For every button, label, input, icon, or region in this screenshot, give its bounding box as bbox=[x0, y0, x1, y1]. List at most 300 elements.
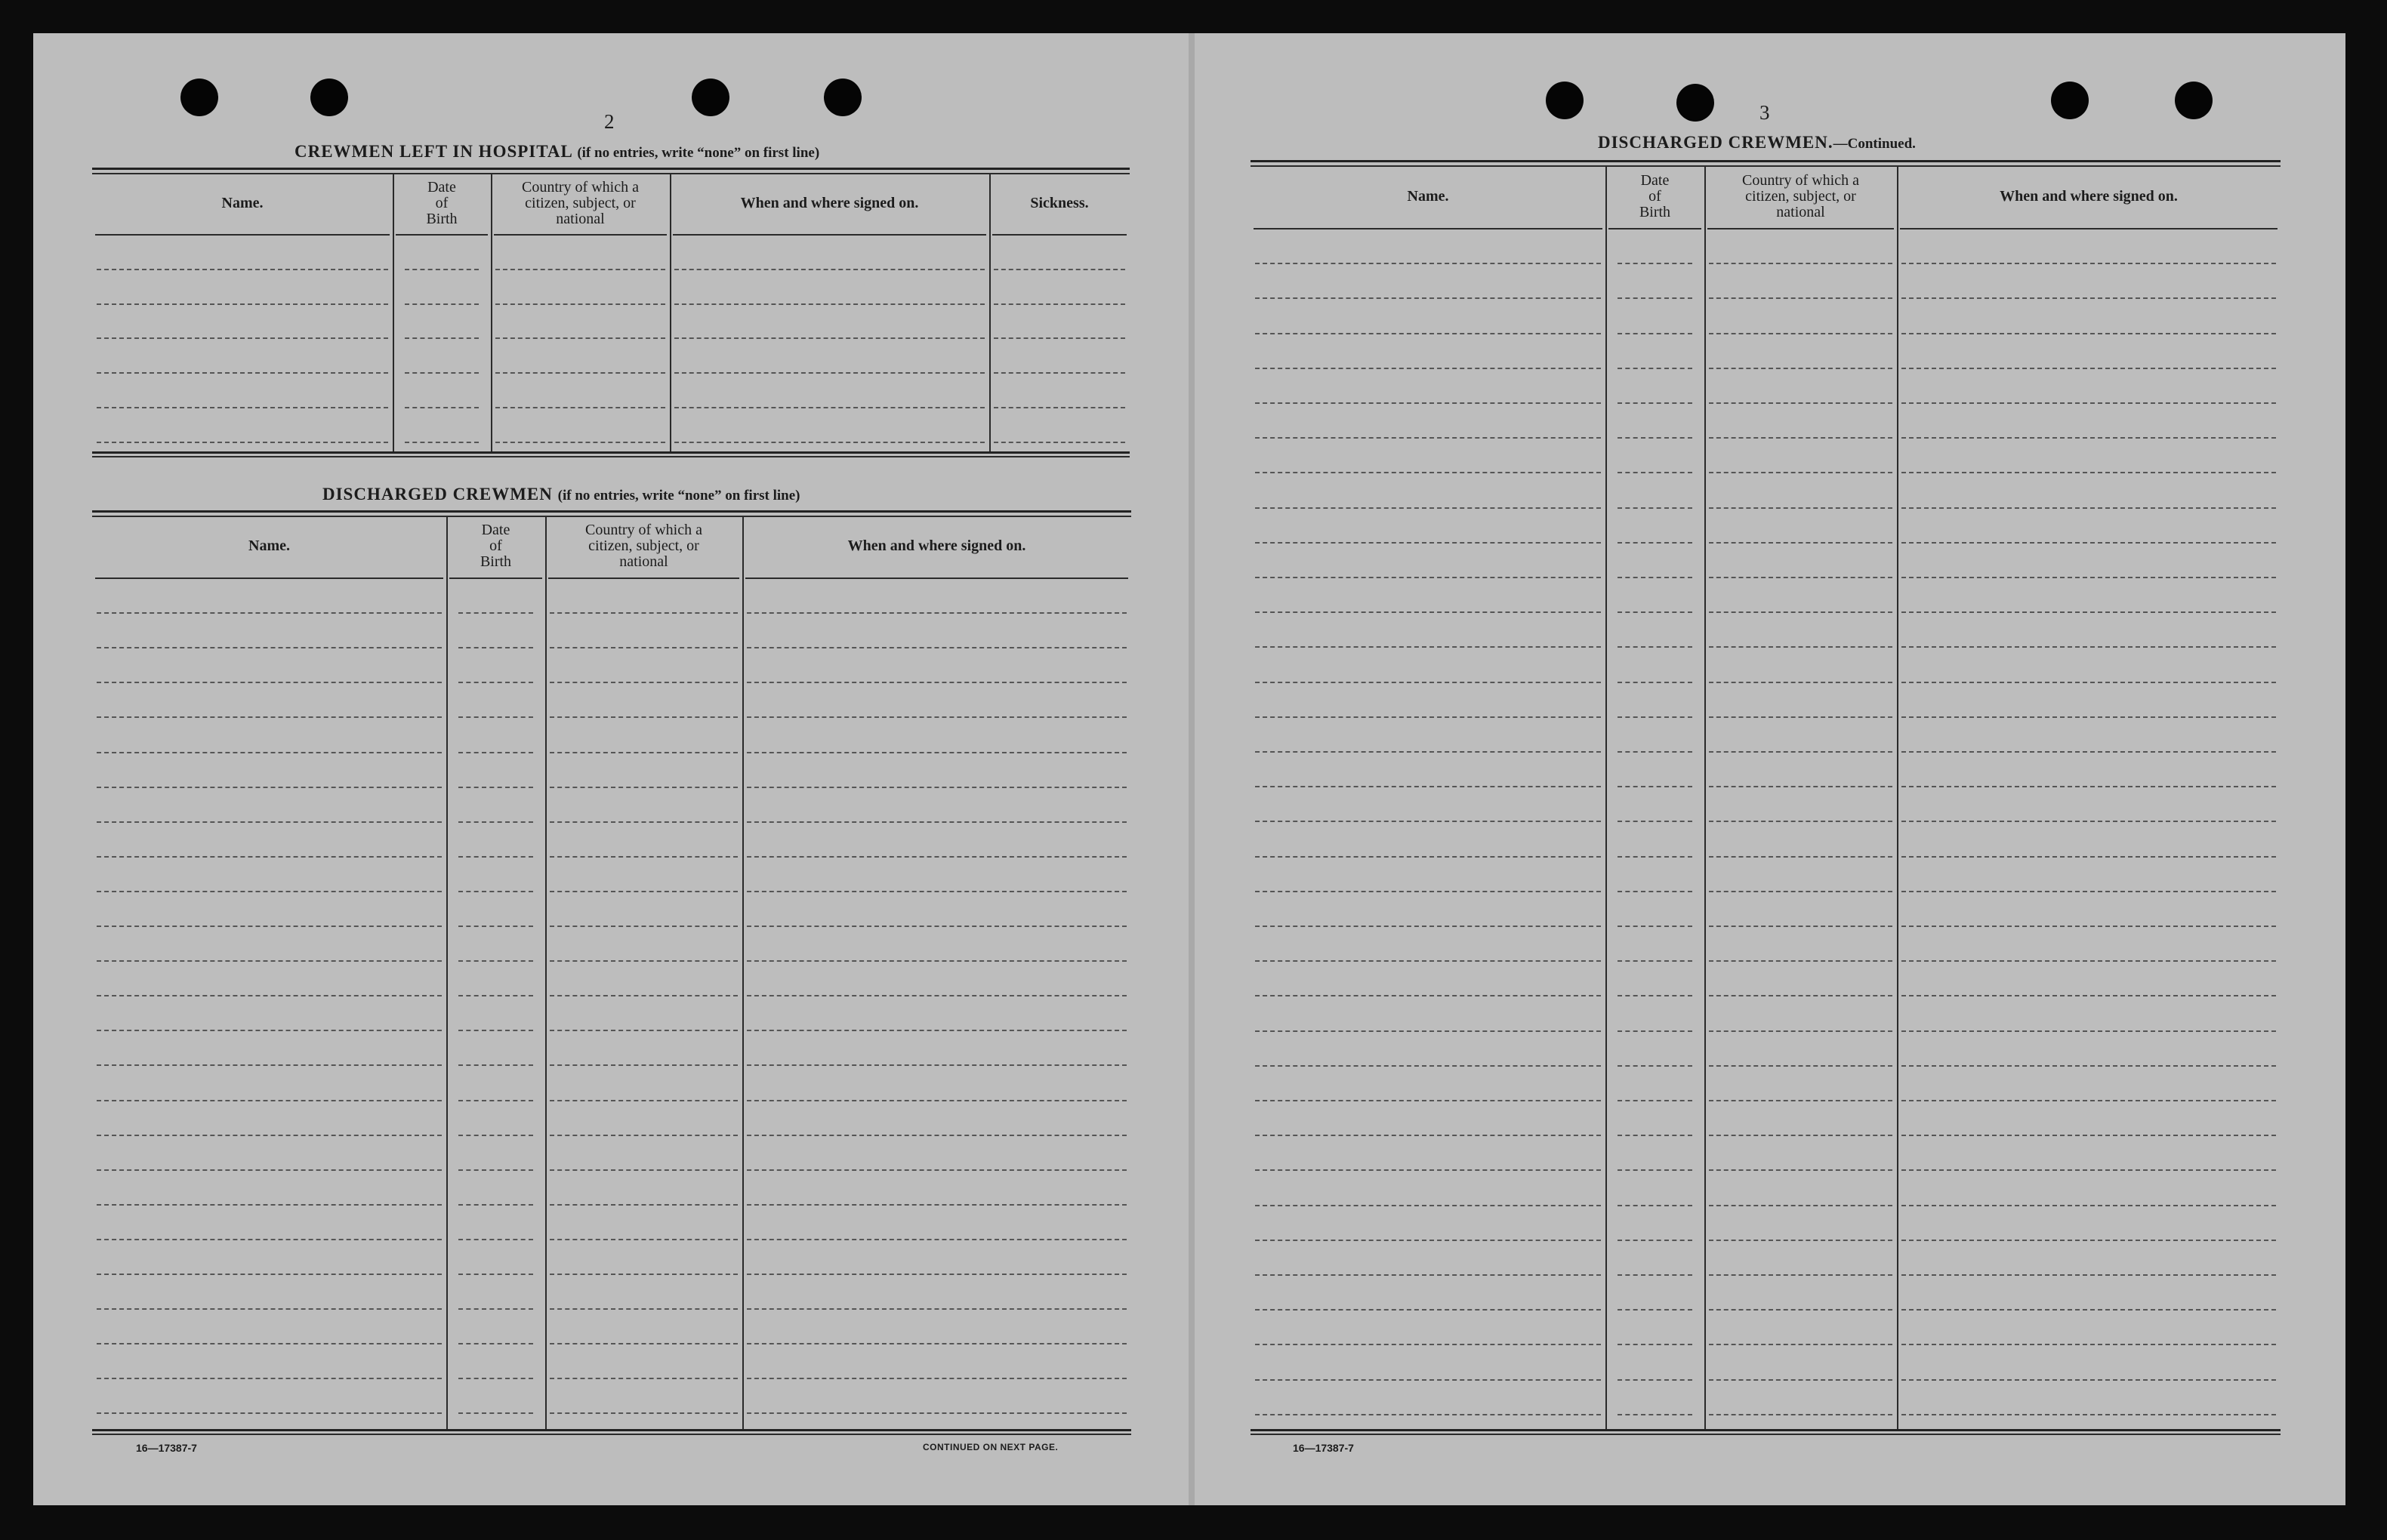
tbl2-entry-line bbox=[458, 1169, 533, 1171]
tbl2-entry-line bbox=[550, 612, 738, 614]
form-number: 16—17387-7 bbox=[1293, 1442, 1354, 1454]
tbl2-entry-line bbox=[458, 960, 533, 962]
tbl3-entry-line bbox=[1901, 1414, 2276, 1415]
tbl3-entry-line bbox=[1901, 1344, 2276, 1345]
tbl1-entry-line bbox=[495, 407, 665, 408]
tbl3-entry-line bbox=[1709, 297, 1892, 299]
tbl2-entry-line bbox=[458, 995, 533, 996]
tbl3-entry-line bbox=[1255, 402, 1601, 404]
tbl2-entry-line bbox=[97, 1135, 442, 1136]
tbl2-entry-line bbox=[97, 682, 442, 683]
tbl2-entry-line bbox=[458, 1412, 533, 1414]
tbl2-entry-line bbox=[747, 716, 1127, 718]
tbl3-entry-line bbox=[1618, 1414, 1692, 1415]
tbl1-entry-line bbox=[405, 407, 479, 408]
tbl3-entry-line bbox=[1618, 1169, 1692, 1171]
tbl2-top-rule bbox=[92, 510, 1131, 513]
tbl2-entry-line bbox=[97, 787, 442, 788]
tbl3-entry-line bbox=[1618, 263, 1692, 264]
continued-note: CONTINUED ON NEXT PAGE. bbox=[923, 1442, 1059, 1452]
tbl2-entry-line bbox=[550, 926, 738, 927]
tbl2-entry-line bbox=[747, 647, 1127, 648]
tbl3-entry-line bbox=[1255, 1379, 1601, 1381]
discharged-col-signed-on: When and where signed on. bbox=[847, 537, 1026, 554]
tbl3-entry-line bbox=[1901, 856, 2276, 858]
tbl1-col-divider bbox=[491, 173, 492, 451]
tbl1-entry-line bbox=[97, 372, 388, 374]
tbl3-entry-line bbox=[1709, 995, 1892, 996]
left-page bbox=[33, 33, 1190, 1505]
tbl1-entry-line bbox=[495, 269, 665, 270]
tbl1-entry-line bbox=[994, 269, 1125, 270]
hospital-col-date-of-birth: Date of Birth bbox=[426, 178, 458, 227]
tbl2-entry-line bbox=[97, 960, 442, 962]
tbl2-entry-line bbox=[747, 752, 1127, 753]
tbl3-entry-line bbox=[1255, 577, 1601, 578]
tbl2-header-underline bbox=[745, 578, 1128, 579]
tbl3-entry-line bbox=[1709, 1414, 1892, 1415]
tbl2-entry-line bbox=[97, 1308, 442, 1310]
tbl2-entry-line bbox=[550, 1204, 738, 1206]
tbl1-entry-line bbox=[495, 337, 665, 339]
tbl3-entry-line bbox=[1255, 1344, 1601, 1345]
tbl1-header-underline bbox=[396, 234, 488, 236]
punch-hole-icon bbox=[2175, 82, 2213, 119]
tbl2-entry-line bbox=[550, 682, 738, 683]
tbl3-entry-line bbox=[1709, 507, 1892, 509]
tbl2-entry-line bbox=[458, 926, 533, 927]
tbl3-entry-line bbox=[1709, 1379, 1892, 1381]
discharged-continued-suffix: —Continued. bbox=[1833, 136, 1916, 152]
tbl2-entry-line bbox=[747, 960, 1127, 962]
tbl3-entry-line bbox=[1618, 333, 1692, 334]
tbl3-entry-line bbox=[1901, 682, 2276, 683]
tbl2-entry-line bbox=[747, 856, 1127, 858]
tbl3-entry-line bbox=[1255, 926, 1601, 927]
tbl3-entry-line bbox=[1618, 1344, 1692, 1345]
tbl2-entry-line bbox=[97, 1343, 442, 1344]
continued-col-country: Country of which a citizen, subject, or national bbox=[1742, 171, 1859, 220]
tbl1-header-underline bbox=[992, 234, 1127, 236]
tbl3-entry-line bbox=[1255, 1414, 1601, 1415]
tbl3-entry-line bbox=[1618, 402, 1692, 404]
tbl3-entry-line bbox=[1901, 368, 2276, 369]
tbl2-bottom-rule-2 bbox=[92, 1434, 1131, 1435]
tbl2-entry-line bbox=[97, 1030, 442, 1031]
tbl3-entry-line bbox=[1618, 472, 1692, 473]
tbl2-entry-line bbox=[458, 1030, 533, 1031]
tbl3-entry-line bbox=[1709, 1240, 1892, 1241]
tbl2-entry-line bbox=[747, 1274, 1127, 1275]
tbl3-entry-line bbox=[1709, 1274, 1892, 1276]
punch-hole-icon bbox=[2051, 82, 2089, 119]
discharged-title-note: (if no entries, write “none” on first line) bbox=[557, 488, 800, 504]
tbl1-entry-line bbox=[994, 303, 1125, 305]
tbl3-entry-line bbox=[1255, 472, 1601, 473]
tbl2-header-underline bbox=[449, 578, 542, 579]
tbl3-entry-line bbox=[1709, 1065, 1892, 1067]
tbl2-entry-line bbox=[747, 1378, 1127, 1379]
tbl3-entry-line bbox=[1901, 960, 2276, 962]
tbl3-entry-line bbox=[1709, 751, 1892, 753]
tbl3-entry-line bbox=[1901, 297, 2276, 299]
tbl3-entry-line bbox=[1901, 891, 2276, 892]
tbl3-entry-line bbox=[1709, 960, 1892, 962]
tbl3-entry-line bbox=[1618, 786, 1692, 787]
tbl3-entry-line bbox=[1709, 682, 1892, 683]
tbl2-entry-line bbox=[97, 612, 442, 614]
tbl2-entry-line bbox=[458, 716, 533, 718]
tbl3-entry-line bbox=[1901, 472, 2276, 473]
tbl1-entry-line bbox=[674, 337, 985, 339]
tbl3-header-underline bbox=[1707, 228, 1894, 229]
tbl3-entry-line bbox=[1618, 995, 1692, 996]
tbl2-entry-line bbox=[97, 716, 442, 718]
tbl3-entry-line bbox=[1901, 926, 2276, 927]
tbl1-top-rule bbox=[92, 168, 1130, 170]
tbl2-entry-line bbox=[550, 647, 738, 648]
tbl2-entry-line bbox=[550, 821, 738, 823]
tbl3-entry-line bbox=[1255, 542, 1601, 544]
continued-col-name: Name. bbox=[1407, 187, 1449, 205]
tbl3-entry-line bbox=[1255, 751, 1601, 753]
tbl3-entry-line bbox=[1709, 611, 1892, 613]
tbl3-entry-line bbox=[1901, 402, 2276, 404]
hospital-col-name: Name. bbox=[221, 194, 264, 211]
tbl1-entry-line bbox=[97, 442, 388, 443]
punch-hole-icon bbox=[824, 79, 862, 116]
tbl3-entry-line bbox=[1901, 716, 2276, 718]
tbl2-header-underline bbox=[95, 578, 443, 579]
hospital-section-title bbox=[295, 142, 819, 162]
tbl2-entry-line bbox=[550, 1343, 738, 1344]
tbl3-entry-line bbox=[1901, 1309, 2276, 1311]
tbl3-top-rule-2 bbox=[1251, 165, 2281, 167]
tbl2-entry-line bbox=[458, 1204, 533, 1206]
tbl3-entry-line bbox=[1709, 1205, 1892, 1206]
tbl3-entry-line bbox=[1901, 507, 2276, 509]
tbl2-entry-line bbox=[97, 1100, 442, 1101]
tbl3-entry-line bbox=[1255, 1100, 1601, 1101]
tbl2-entry-line bbox=[550, 1239, 738, 1240]
tbl2-entry-line bbox=[550, 960, 738, 962]
tbl2-entry-line bbox=[747, 891, 1127, 892]
tbl3-entry-line bbox=[1255, 646, 1601, 648]
tbl3-entry-line bbox=[1901, 1240, 2276, 1241]
tbl3-entry-line bbox=[1255, 1205, 1601, 1206]
tbl2-entry-line bbox=[550, 716, 738, 718]
tbl1-entry-line bbox=[405, 442, 479, 443]
tbl3-entry-line bbox=[1901, 786, 2276, 787]
tbl1-entry-line bbox=[495, 442, 665, 443]
tbl3-entry-line bbox=[1709, 1100, 1892, 1101]
tbl2-entry-line bbox=[747, 1100, 1127, 1101]
tbl1-header-underline bbox=[673, 234, 986, 236]
tbl3-entry-line bbox=[1709, 437, 1892, 439]
punch-hole-icon bbox=[1546, 82, 1584, 119]
tbl2-entry-line bbox=[97, 1064, 442, 1066]
tbl1-entry-line bbox=[674, 303, 985, 305]
tbl2-entry-line bbox=[550, 752, 738, 753]
tbl1-entry-line bbox=[97, 407, 388, 408]
tbl3-entry-line bbox=[1618, 682, 1692, 683]
tbl3-entry-line bbox=[1618, 577, 1692, 578]
tbl3-entry-line bbox=[1901, 1030, 2276, 1032]
tbl2-entry-line bbox=[550, 1030, 738, 1031]
tbl2-entry-line bbox=[97, 926, 442, 927]
tbl2-entry-line bbox=[97, 891, 442, 892]
tbl3-entry-line bbox=[1709, 926, 1892, 927]
tbl1-entry-line bbox=[405, 303, 479, 305]
tbl1-entry-line bbox=[495, 372, 665, 374]
tbl3-entry-line bbox=[1255, 821, 1601, 822]
tbl3-entry-line bbox=[1901, 542, 2276, 544]
tbl3-entry-line bbox=[1255, 1065, 1601, 1067]
hospital-title-text: CREWMEN LEFT IN HOSPITAL bbox=[295, 142, 572, 161]
form-number: 16—17387-7 bbox=[136, 1442, 197, 1454]
tbl2-entry-line bbox=[550, 1135, 738, 1136]
tbl3-header-underline bbox=[1254, 228, 1602, 229]
tbl3-entry-line bbox=[1901, 1379, 2276, 1381]
tbl3-bottom-rule bbox=[1251, 1429, 2281, 1431]
tbl3-entry-line bbox=[1618, 1379, 1692, 1381]
tbl3-entry-line bbox=[1618, 646, 1692, 648]
tbl3-entry-line bbox=[1255, 263, 1601, 264]
tbl3-entry-line bbox=[1255, 368, 1601, 369]
tbl1-entry-line bbox=[994, 337, 1125, 339]
tbl3-entry-line bbox=[1618, 1065, 1692, 1067]
tbl1-entry-line bbox=[994, 442, 1125, 443]
tbl3-entry-line bbox=[1618, 751, 1692, 753]
discharged-section-title bbox=[322, 485, 800, 504]
tbl3-entry-line bbox=[1255, 856, 1601, 858]
tbl2-entry-line bbox=[550, 891, 738, 892]
tbl1-header-underline bbox=[95, 234, 390, 236]
tbl3-entry-line bbox=[1901, 1135, 2276, 1136]
tbl3-entry-line bbox=[1255, 1240, 1601, 1241]
tbl3-entry-line bbox=[1709, 716, 1892, 718]
tbl3-entry-line bbox=[1709, 891, 1892, 892]
tbl3-entry-line bbox=[1618, 542, 1692, 544]
tbl2-entry-line bbox=[458, 1135, 533, 1136]
tbl3-entry-line bbox=[1618, 716, 1692, 718]
tbl3-entry-line bbox=[1709, 1030, 1892, 1032]
page-number: 2 bbox=[604, 110, 615, 133]
tbl3-entry-line bbox=[1709, 856, 1892, 858]
tbl3-entry-line bbox=[1709, 821, 1892, 822]
tbl3-entry-line bbox=[1255, 611, 1601, 613]
tbl2-entry-line bbox=[97, 647, 442, 648]
right-page bbox=[1195, 33, 2345, 1505]
tbl2-entry-line bbox=[97, 995, 442, 996]
tbl2-entry-line bbox=[747, 682, 1127, 683]
tbl3-entry-line bbox=[1255, 716, 1601, 718]
tbl3-entry-line bbox=[1901, 995, 2276, 996]
tbl2-entry-line bbox=[550, 1378, 738, 1379]
discharged-col-name: Name. bbox=[248, 537, 290, 554]
tbl1-col-divider bbox=[989, 173, 991, 451]
tbl3-entry-line bbox=[1901, 1274, 2276, 1276]
tbl3-entry-line bbox=[1709, 333, 1892, 334]
discharged-continued-title-text: DISCHARGED CREWMEN. bbox=[1598, 133, 1833, 152]
tbl3-entry-line bbox=[1255, 507, 1601, 509]
tbl2-entry-line bbox=[458, 1343, 533, 1344]
tbl3-entry-line bbox=[1255, 1135, 1601, 1136]
tbl2-entry-line bbox=[97, 1169, 442, 1171]
discharged-continued-title bbox=[1598, 133, 1916, 152]
tbl3-entry-line bbox=[1255, 995, 1601, 996]
tbl2-entry-line bbox=[458, 891, 533, 892]
tbl1-entry-line bbox=[674, 269, 985, 270]
tbl3-entry-line bbox=[1618, 1240, 1692, 1241]
tbl1-bottom-rule bbox=[92, 451, 1130, 454]
tbl3-entry-line bbox=[1709, 1135, 1892, 1136]
tbl2-entry-line bbox=[550, 995, 738, 996]
tbl2-entry-line bbox=[747, 787, 1127, 788]
tbl3-entry-line bbox=[1901, 437, 2276, 439]
tbl2-entry-line bbox=[550, 787, 738, 788]
tbl2-entry-line bbox=[97, 856, 442, 858]
tbl3-entry-line bbox=[1901, 333, 2276, 334]
tbl2-entry-line bbox=[747, 1239, 1127, 1240]
tbl1-entry-line bbox=[405, 337, 479, 339]
tbl2-entry-line bbox=[458, 787, 533, 788]
tbl2-col-divider bbox=[545, 516, 547, 1429]
discharged-col-date-of-birth: Date of Birth bbox=[480, 522, 512, 570]
tbl2-entry-line bbox=[747, 612, 1127, 614]
tbl2-header-underline bbox=[548, 578, 739, 579]
tbl2-entry-line bbox=[550, 1308, 738, 1310]
tbl3-entry-line bbox=[1618, 891, 1692, 892]
tbl3-entry-line bbox=[1255, 297, 1601, 299]
tbl1-entry-line bbox=[97, 337, 388, 339]
tbl3-entry-line bbox=[1255, 437, 1601, 439]
tbl3-entry-line bbox=[1709, 263, 1892, 264]
tbl3-entry-line bbox=[1709, 646, 1892, 648]
discharged-title-text: DISCHARGED CREWMEN bbox=[322, 485, 553, 504]
tbl3-entry-line bbox=[1709, 1344, 1892, 1345]
tbl3-entry-line bbox=[1618, 821, 1692, 822]
tbl3-entry-line bbox=[1709, 542, 1892, 544]
tbl2-entry-line bbox=[458, 856, 533, 858]
tbl2-bottom-rule bbox=[92, 1429, 1131, 1431]
tbl3-entry-line bbox=[1618, 856, 1692, 858]
continued-col-signed-on: When and where signed on. bbox=[2000, 187, 2178, 205]
page-number: 3 bbox=[1759, 101, 1770, 124]
tbl3-entry-line bbox=[1255, 786, 1601, 787]
punch-hole-icon bbox=[692, 79, 729, 116]
tbl2-entry-line bbox=[747, 1030, 1127, 1031]
tbl3-col-divider bbox=[1605, 165, 1607, 1429]
tbl2-entry-line bbox=[747, 995, 1127, 996]
tbl3-entry-line bbox=[1901, 1065, 2276, 1067]
tbl2-entry-line bbox=[747, 1343, 1127, 1344]
tbl3-entry-line bbox=[1709, 1309, 1892, 1311]
tbl2-entry-line bbox=[458, 821, 533, 823]
tbl3-col-divider bbox=[1897, 165, 1898, 1429]
tbl3-entry-line bbox=[1901, 577, 2276, 578]
punch-hole-icon bbox=[310, 79, 348, 116]
tbl1-entry-line bbox=[97, 269, 388, 270]
tbl3-col-divider bbox=[1704, 165, 1706, 1429]
tbl2-entry-line bbox=[458, 1308, 533, 1310]
tbl3-entry-line bbox=[1255, 333, 1601, 334]
tbl3-entry-line bbox=[1618, 960, 1692, 962]
tbl3-top-rule bbox=[1251, 160, 2281, 162]
tbl3-entry-line bbox=[1901, 1100, 2276, 1101]
tbl2-entry-line bbox=[458, 752, 533, 753]
tbl3-entry-line bbox=[1618, 437, 1692, 439]
tbl3-entry-line bbox=[1901, 263, 2276, 264]
tbl3-entry-line bbox=[1255, 1169, 1601, 1171]
tbl2-entry-line bbox=[458, 612, 533, 614]
tbl1-entry-line bbox=[674, 442, 985, 443]
tbl2-entry-line bbox=[550, 1169, 738, 1171]
tbl3-entry-line bbox=[1255, 1030, 1601, 1032]
tbl1-entry-line bbox=[495, 303, 665, 305]
tbl3-entry-line bbox=[1901, 751, 2276, 753]
tbl2-entry-line bbox=[97, 821, 442, 823]
tbl3-entry-line bbox=[1709, 472, 1892, 473]
tbl2-entry-line bbox=[747, 821, 1127, 823]
tbl3-entry-line bbox=[1618, 368, 1692, 369]
punch-hole-icon bbox=[1676, 84, 1714, 122]
tbl2-entry-line bbox=[458, 647, 533, 648]
tbl2-entry-line bbox=[458, 1378, 533, 1379]
tbl1-entry-line bbox=[674, 372, 985, 374]
tbl3-entry-line bbox=[1255, 960, 1601, 962]
tbl2-entry-line bbox=[550, 856, 738, 858]
tbl2-entry-line bbox=[97, 1378, 442, 1379]
tbl3-entry-line bbox=[1709, 1169, 1892, 1171]
tbl2-entry-line bbox=[97, 1239, 442, 1240]
tbl2-entry-line bbox=[97, 1412, 442, 1414]
hospital-col-signed-on: When and where signed on. bbox=[740, 194, 919, 211]
tbl2-entry-line bbox=[550, 1064, 738, 1066]
tbl2-entry-line bbox=[747, 1169, 1127, 1171]
tbl3-entry-line bbox=[1901, 821, 2276, 822]
tbl3-entry-line bbox=[1618, 926, 1692, 927]
tbl3-entry-line bbox=[1618, 1100, 1692, 1101]
tbl2-col-divider bbox=[446, 516, 448, 1429]
tbl3-entry-line bbox=[1901, 1169, 2276, 1171]
tbl3-entry-line bbox=[1618, 1274, 1692, 1276]
tbl3-entry-line bbox=[1709, 577, 1892, 578]
book-spine bbox=[1189, 33, 1195, 1505]
tbl2-entry-line bbox=[550, 1100, 738, 1101]
hospital-col-sickness: Sickness. bbox=[1030, 194, 1089, 211]
tbl2-entry-line bbox=[97, 1274, 442, 1275]
tbl3-entry-line bbox=[1901, 646, 2276, 648]
hospital-title-note: (if no entries, write “none” on first line) bbox=[577, 145, 820, 161]
tbl3-entry-line bbox=[1255, 682, 1601, 683]
tbl1-col-divider bbox=[670, 173, 671, 451]
tbl2-entry-line bbox=[747, 1135, 1127, 1136]
tbl3-entry-line bbox=[1709, 786, 1892, 787]
tbl2-entry-line bbox=[97, 752, 442, 753]
tbl2-top-rule-2 bbox=[92, 516, 1131, 517]
tbl1-entry-line bbox=[97, 303, 388, 305]
tbl1-entry-line bbox=[674, 407, 985, 408]
tbl2-entry-line bbox=[97, 1204, 442, 1206]
tbl3-entry-line bbox=[1255, 1309, 1601, 1311]
discharged-col-country: Country of which a citizen, subject, or national bbox=[585, 522, 702, 570]
tbl1-entry-line bbox=[405, 269, 479, 270]
tbl3-entry-line bbox=[1618, 1205, 1692, 1206]
tbl1-top-rule-2 bbox=[92, 173, 1130, 174]
tbl3-entry-line bbox=[1618, 297, 1692, 299]
tbl3-entry-line bbox=[1709, 402, 1892, 404]
